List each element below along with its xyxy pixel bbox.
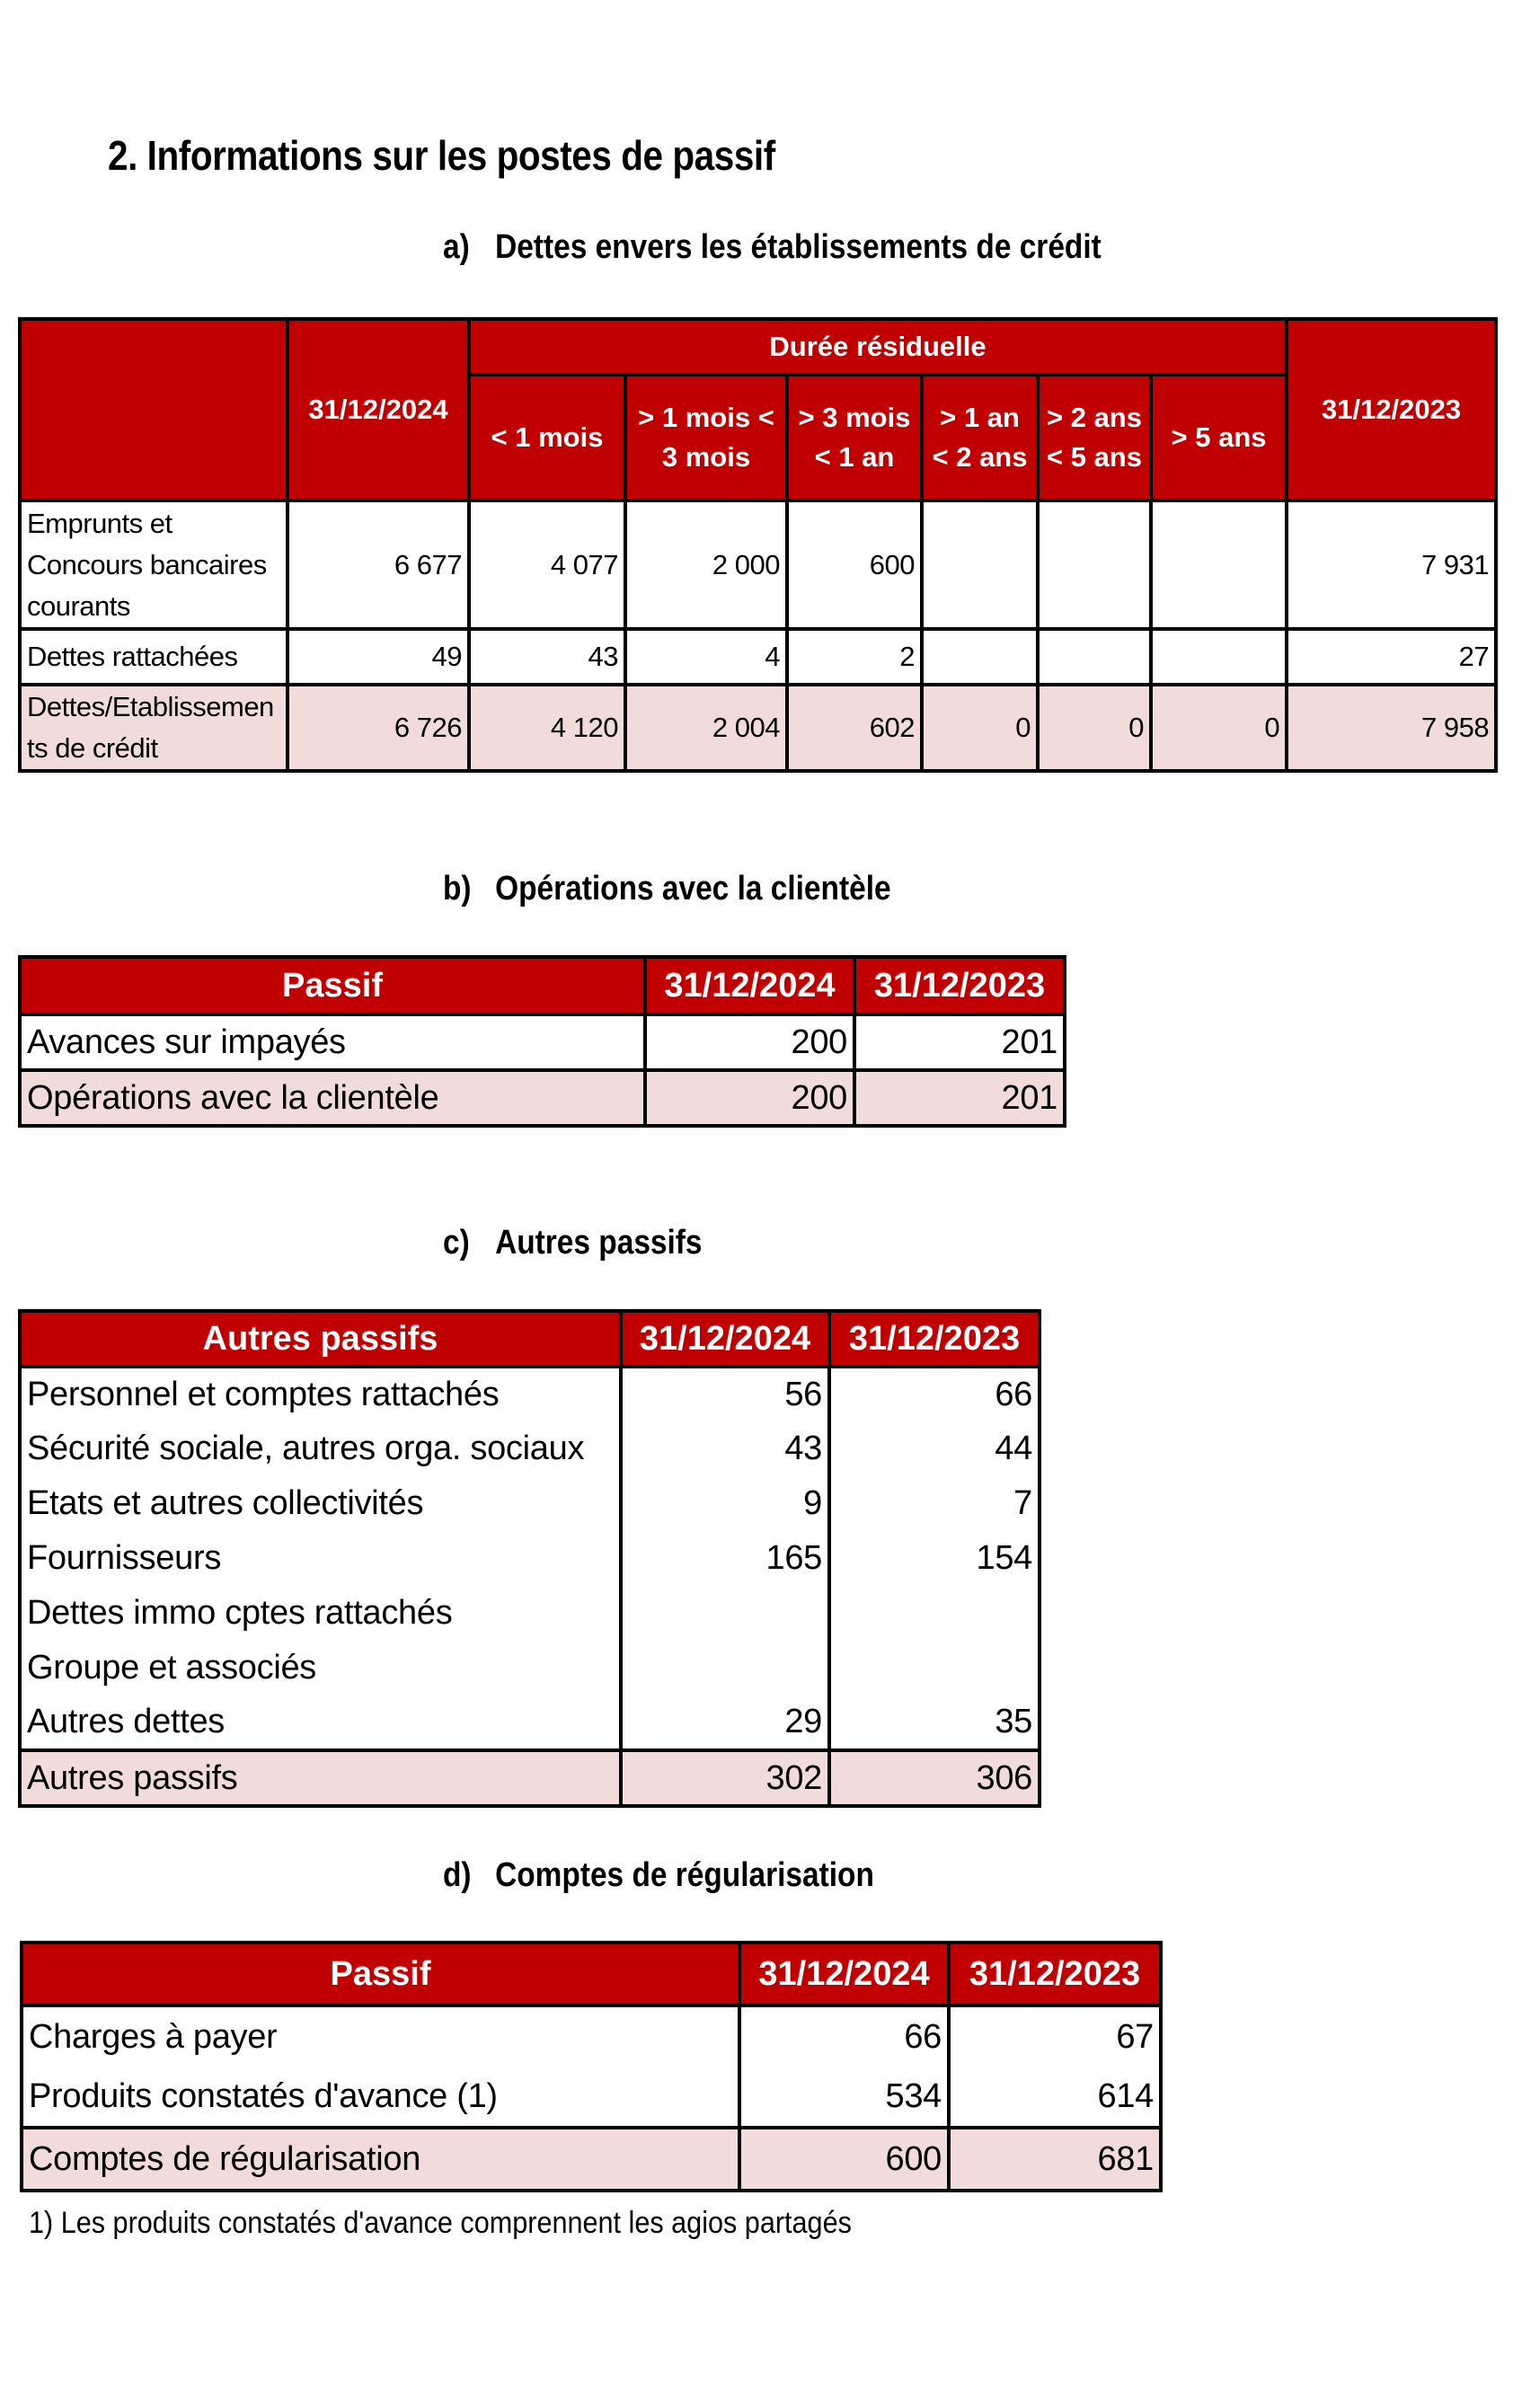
header-duree-residuelle: Durée résiduelle <box>469 319 1287 375</box>
section-b-label: b) <box>443 870 472 907</box>
header-bucket: > 1 mois < 3 mois <box>625 375 787 500</box>
header-empty <box>20 319 288 500</box>
table-row <box>20 1367 1040 1421</box>
header-2024: 31/12/2024 <box>739 1943 949 2005</box>
row-label: Comptes de régularisation <box>22 2128 739 2191</box>
cell-bucket <box>1038 629 1151 685</box>
section-b-title <box>443 870 891 908</box>
cell-bucket: 4 120 <box>469 685 625 771</box>
cell-2024: 66 <box>739 2005 949 2067</box>
table-row <box>20 1641 1040 1695</box>
cell-2024: 9 <box>621 1476 829 1531</box>
header-bucket: < 1 mois <box>469 375 625 500</box>
header-passif: Passif <box>22 1943 739 2005</box>
cell-2024 <box>621 1641 829 1695</box>
row-label: Opérations avec la clientèle <box>20 1070 645 1126</box>
header-2024: 31/12/2024 <box>621 1311 829 1367</box>
row-label: Sécurité sociale, autres orga. sociaux <box>20 1421 621 1476</box>
cell-2024: 534 <box>739 2067 949 2128</box>
cell-bucket <box>1038 500 1151 629</box>
cell-2024: 200 <box>645 1014 854 1070</box>
section-a-title <box>443 228 1102 267</box>
section-c-label: c) <box>443 1224 470 1262</box>
table-row <box>22 2005 1161 2067</box>
footnote: 1) Les produits constatés d'avance comprennent les agios partagés <box>29 2206 852 2240</box>
row-label: Autres dettes <box>20 1695 621 1750</box>
cell-2024: 302 <box>621 1750 829 1806</box>
cell-bucket <box>922 500 1038 629</box>
header-bucket: > 2 ans < 5 ans <box>1038 375 1151 500</box>
table-comptes-regularisation <box>20 1941 1163 2192</box>
row-label: Etats et autres collectivités <box>20 1476 621 1531</box>
cell-bucket: 43 <box>469 629 625 685</box>
cell-bucket: 600 <box>787 500 922 629</box>
cell-2023: 681 <box>949 2128 1161 2191</box>
section-d-label: d) <box>443 1856 472 1894</box>
header-2024: 31/12/2024 <box>645 957 854 1014</box>
section-a-label: a) <box>443 228 470 266</box>
cell-2024: 29 <box>621 1695 829 1750</box>
cell-2023: 614 <box>949 2067 1161 2128</box>
cell-2023: 7 958 <box>1287 685 1496 771</box>
cell-2023: 154 <box>829 1531 1040 1586</box>
cell-2023: 201 <box>854 1014 1065 1070</box>
table-autres-passifs <box>18 1309 1041 1808</box>
row-label: Charges à payer <box>22 2005 739 2067</box>
cell-2023: 201 <box>854 1070 1065 1126</box>
header-2024: 31/12/2024 <box>288 319 469 500</box>
cell-2024: 49 <box>288 629 469 685</box>
header-bucket: > 5 ans <box>1151 375 1287 500</box>
cell-bucket: 0 <box>922 685 1038 771</box>
table-dettes-credit <box>18 317 1498 773</box>
cell-2023: 27 <box>1287 629 1496 685</box>
table-row <box>20 629 1496 685</box>
cell-2023: 66 <box>829 1367 1040 1421</box>
row-label: Fournisseurs <box>20 1531 621 1586</box>
table-total-row <box>22 2128 1161 2191</box>
section-b-heading: Opérations avec la clientèle <box>495 870 891 907</box>
table-row <box>20 500 1496 629</box>
cell-bucket: 0 <box>1038 685 1151 771</box>
table-total-row <box>20 1070 1065 1126</box>
cell-bucket: 2 000 <box>625 500 787 629</box>
cell-2023: 7 931 <box>1287 500 1496 629</box>
cell-2024: 6 677 <box>288 500 469 629</box>
section-c-title <box>443 1224 703 1262</box>
header-2023: 31/12/2023 <box>949 1943 1161 2005</box>
table-operations-clientele <box>18 955 1066 1128</box>
section-c-heading: Autres passifs <box>495 1224 703 1262</box>
cell-2024 <box>621 1586 829 1641</box>
cell-bucket <box>1151 629 1287 685</box>
row-label: Avances sur impayés <box>20 1014 645 1070</box>
section-d-heading: Comptes de régularisation <box>495 1856 874 1894</box>
cell-bucket: 602 <box>787 685 922 771</box>
header-2023: 31/12/2023 <box>1287 319 1496 500</box>
cell-2024: 43 <box>621 1421 829 1476</box>
cell-2023: 67 <box>949 2005 1161 2067</box>
cell-bucket <box>1151 500 1287 629</box>
cell-2024: 165 <box>621 1531 829 1586</box>
table-row <box>20 1531 1040 1586</box>
cell-bucket: 2 <box>787 629 922 685</box>
table-total-row <box>20 685 1496 771</box>
page-title: 2. Informations sur les postes de passif <box>108 132 775 179</box>
cell-2024: 200 <box>645 1070 854 1126</box>
header-bucket: > 1 an < 2 ans <box>922 375 1038 500</box>
table-total-row <box>20 1750 1040 1806</box>
section-d-title <box>443 1856 874 1895</box>
cell-2024: 6 726 <box>288 685 469 771</box>
header-autres-passifs: Autres passifs <box>20 1311 621 1367</box>
cell-bucket: 4 <box>625 629 787 685</box>
row-label: Dettes immo cptes rattachés <box>20 1586 621 1641</box>
table-row <box>20 1586 1040 1641</box>
header-2023: 31/12/2023 <box>854 957 1065 1014</box>
row-label: Personnel et comptes rattachés <box>20 1367 621 1421</box>
row-label: Dettes rattachées <box>20 629 288 685</box>
row-label: Dettes/Etablissements de crédit <box>20 685 288 771</box>
cell-2023: 44 <box>829 1421 1040 1476</box>
row-label: Produits constatés d'avance (1) <box>22 2067 739 2128</box>
row-label: Autres passifs <box>20 1750 621 1806</box>
cell-2024: 56 <box>621 1367 829 1421</box>
header-2023: 31/12/2023 <box>829 1311 1040 1367</box>
cell-2023 <box>829 1641 1040 1695</box>
table-row <box>20 1476 1040 1531</box>
cell-2023: 35 <box>829 1695 1040 1750</box>
cell-bucket: 2 004 <box>625 685 787 771</box>
row-label: Groupe et associés <box>20 1641 621 1695</box>
table-row <box>20 1695 1040 1750</box>
cell-bucket <box>922 629 1038 685</box>
table-row <box>22 2067 1161 2128</box>
header-bucket: > 3 mois < 1 an <box>787 375 922 500</box>
cell-bucket: 0 <box>1151 685 1287 771</box>
cell-2023: 306 <box>829 1750 1040 1806</box>
cell-2023 <box>829 1586 1040 1641</box>
header-passif: Passif <box>20 957 645 1014</box>
section-a-heading: Dettes envers les établissements de crédit <box>495 228 1102 266</box>
table-row <box>20 1421 1040 1476</box>
cell-2024: 600 <box>739 2128 949 2191</box>
table-row <box>20 1014 1065 1070</box>
row-label: Emprunts et Concours bancaires courants <box>20 500 288 629</box>
cell-bucket: 4 077 <box>469 500 625 629</box>
cell-2023: 7 <box>829 1476 1040 1531</box>
